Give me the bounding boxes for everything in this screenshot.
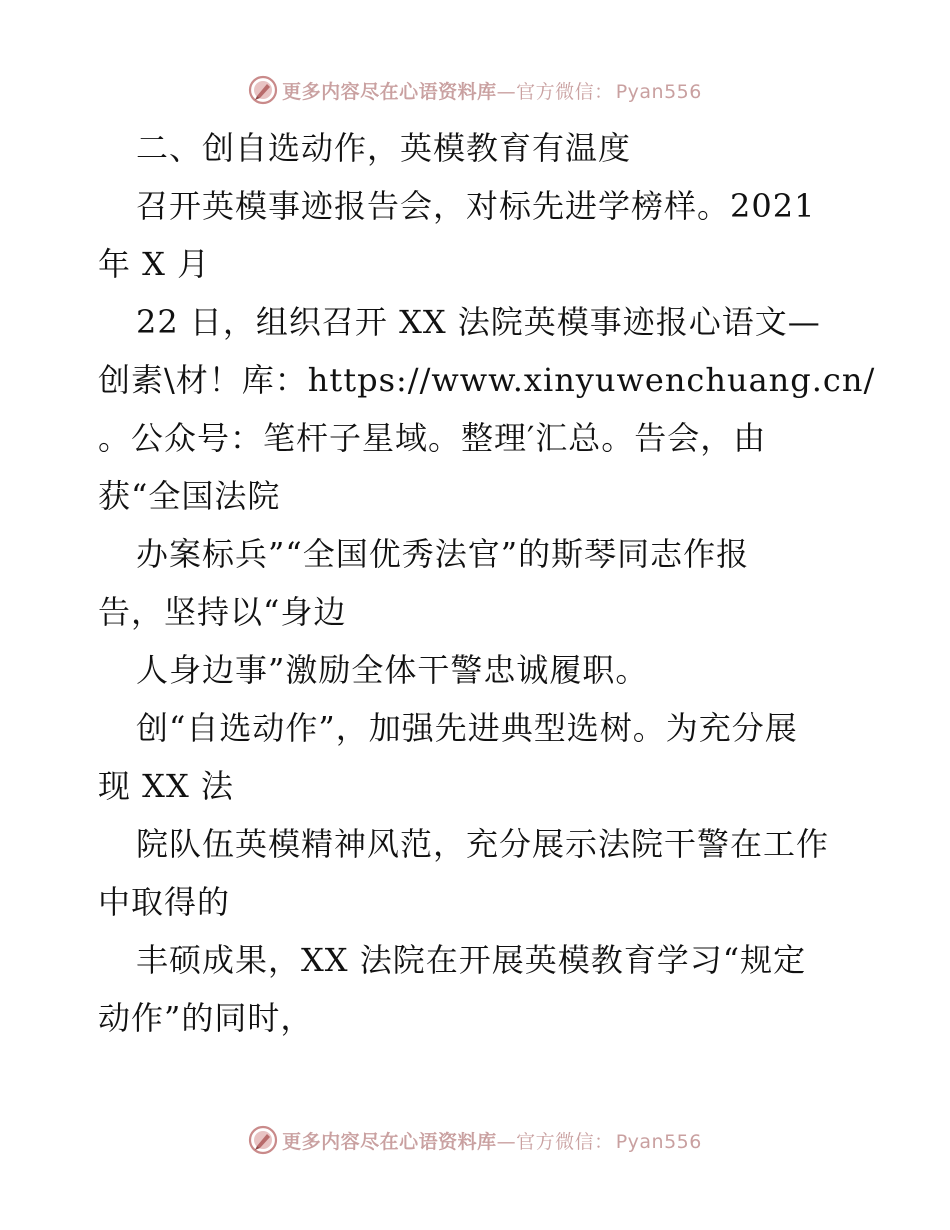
pen-nib-logo-icon: [248, 1125, 278, 1155]
paragraph-line: 。公众号：笔杆子星域。整理′汇总。告会，由: [98, 419, 767, 457]
watermark-account: Pyan556: [615, 80, 702, 103]
header-watermark-banner: [0, 70, 950, 110]
pen-nib-logo-icon: [248, 75, 278, 105]
paragraph-line: 中取得的: [98, 883, 231, 921]
footer-watermark-banner: [0, 1120, 950, 1160]
watermark-main-text: 更多内容尽在心语资料库: [282, 1130, 497, 1153]
watermark-wechat-label: 官方微信：: [516, 80, 614, 103]
paragraph-line: 年 X 月: [98, 245, 211, 283]
paragraph-line: 办案标兵”“全国优秀法官”的斯琴同志作报: [136, 535, 750, 573]
section-heading: 二、创自选动作，英模教育有温度: [136, 129, 632, 167]
paragraph-line: 丰硕成果，XX 法院在开展英模教育学习“规定: [136, 941, 807, 979]
watermark-main-text: 更多内容尽在心语资料库: [282, 80, 497, 103]
watermark-dash: —: [496, 1130, 517, 1153]
watermark-text: [282, 77, 702, 104]
paragraph-line: 创“自选动作”，加强先进典型选树。为充分展: [136, 709, 798, 747]
paragraph-line: 22 日，组织召开 XX 法院英模事迹报心语文—: [136, 303, 821, 341]
watermark-text: [282, 1127, 702, 1154]
paragraph-line: 创素\材！库：https://www.xinyuwenchuang.cn/: [98, 361, 876, 399]
paragraph-line: 人身边事”激励全体干警忠诚履职。: [136, 651, 649, 689]
watermark-wechat-label: 官方微信：: [516, 1130, 614, 1153]
paragraph-line: 院队伍英模精神风范，充分展示法院干警在工作: [136, 825, 830, 863]
paragraph-line: 召开英模事迹报告会，对标先进学榜样。2021: [136, 187, 816, 225]
paragraph-line: 现 XX 法: [98, 767, 234, 805]
watermark-account: Pyan556: [615, 1130, 702, 1153]
paragraph-line: 告，坚持以“身边: [98, 593, 347, 631]
watermark-dash: —: [496, 80, 517, 103]
paragraph-line: 动作”的同时，: [98, 999, 314, 1037]
paragraph-line: 获“全国法院: [98, 477, 281, 515]
